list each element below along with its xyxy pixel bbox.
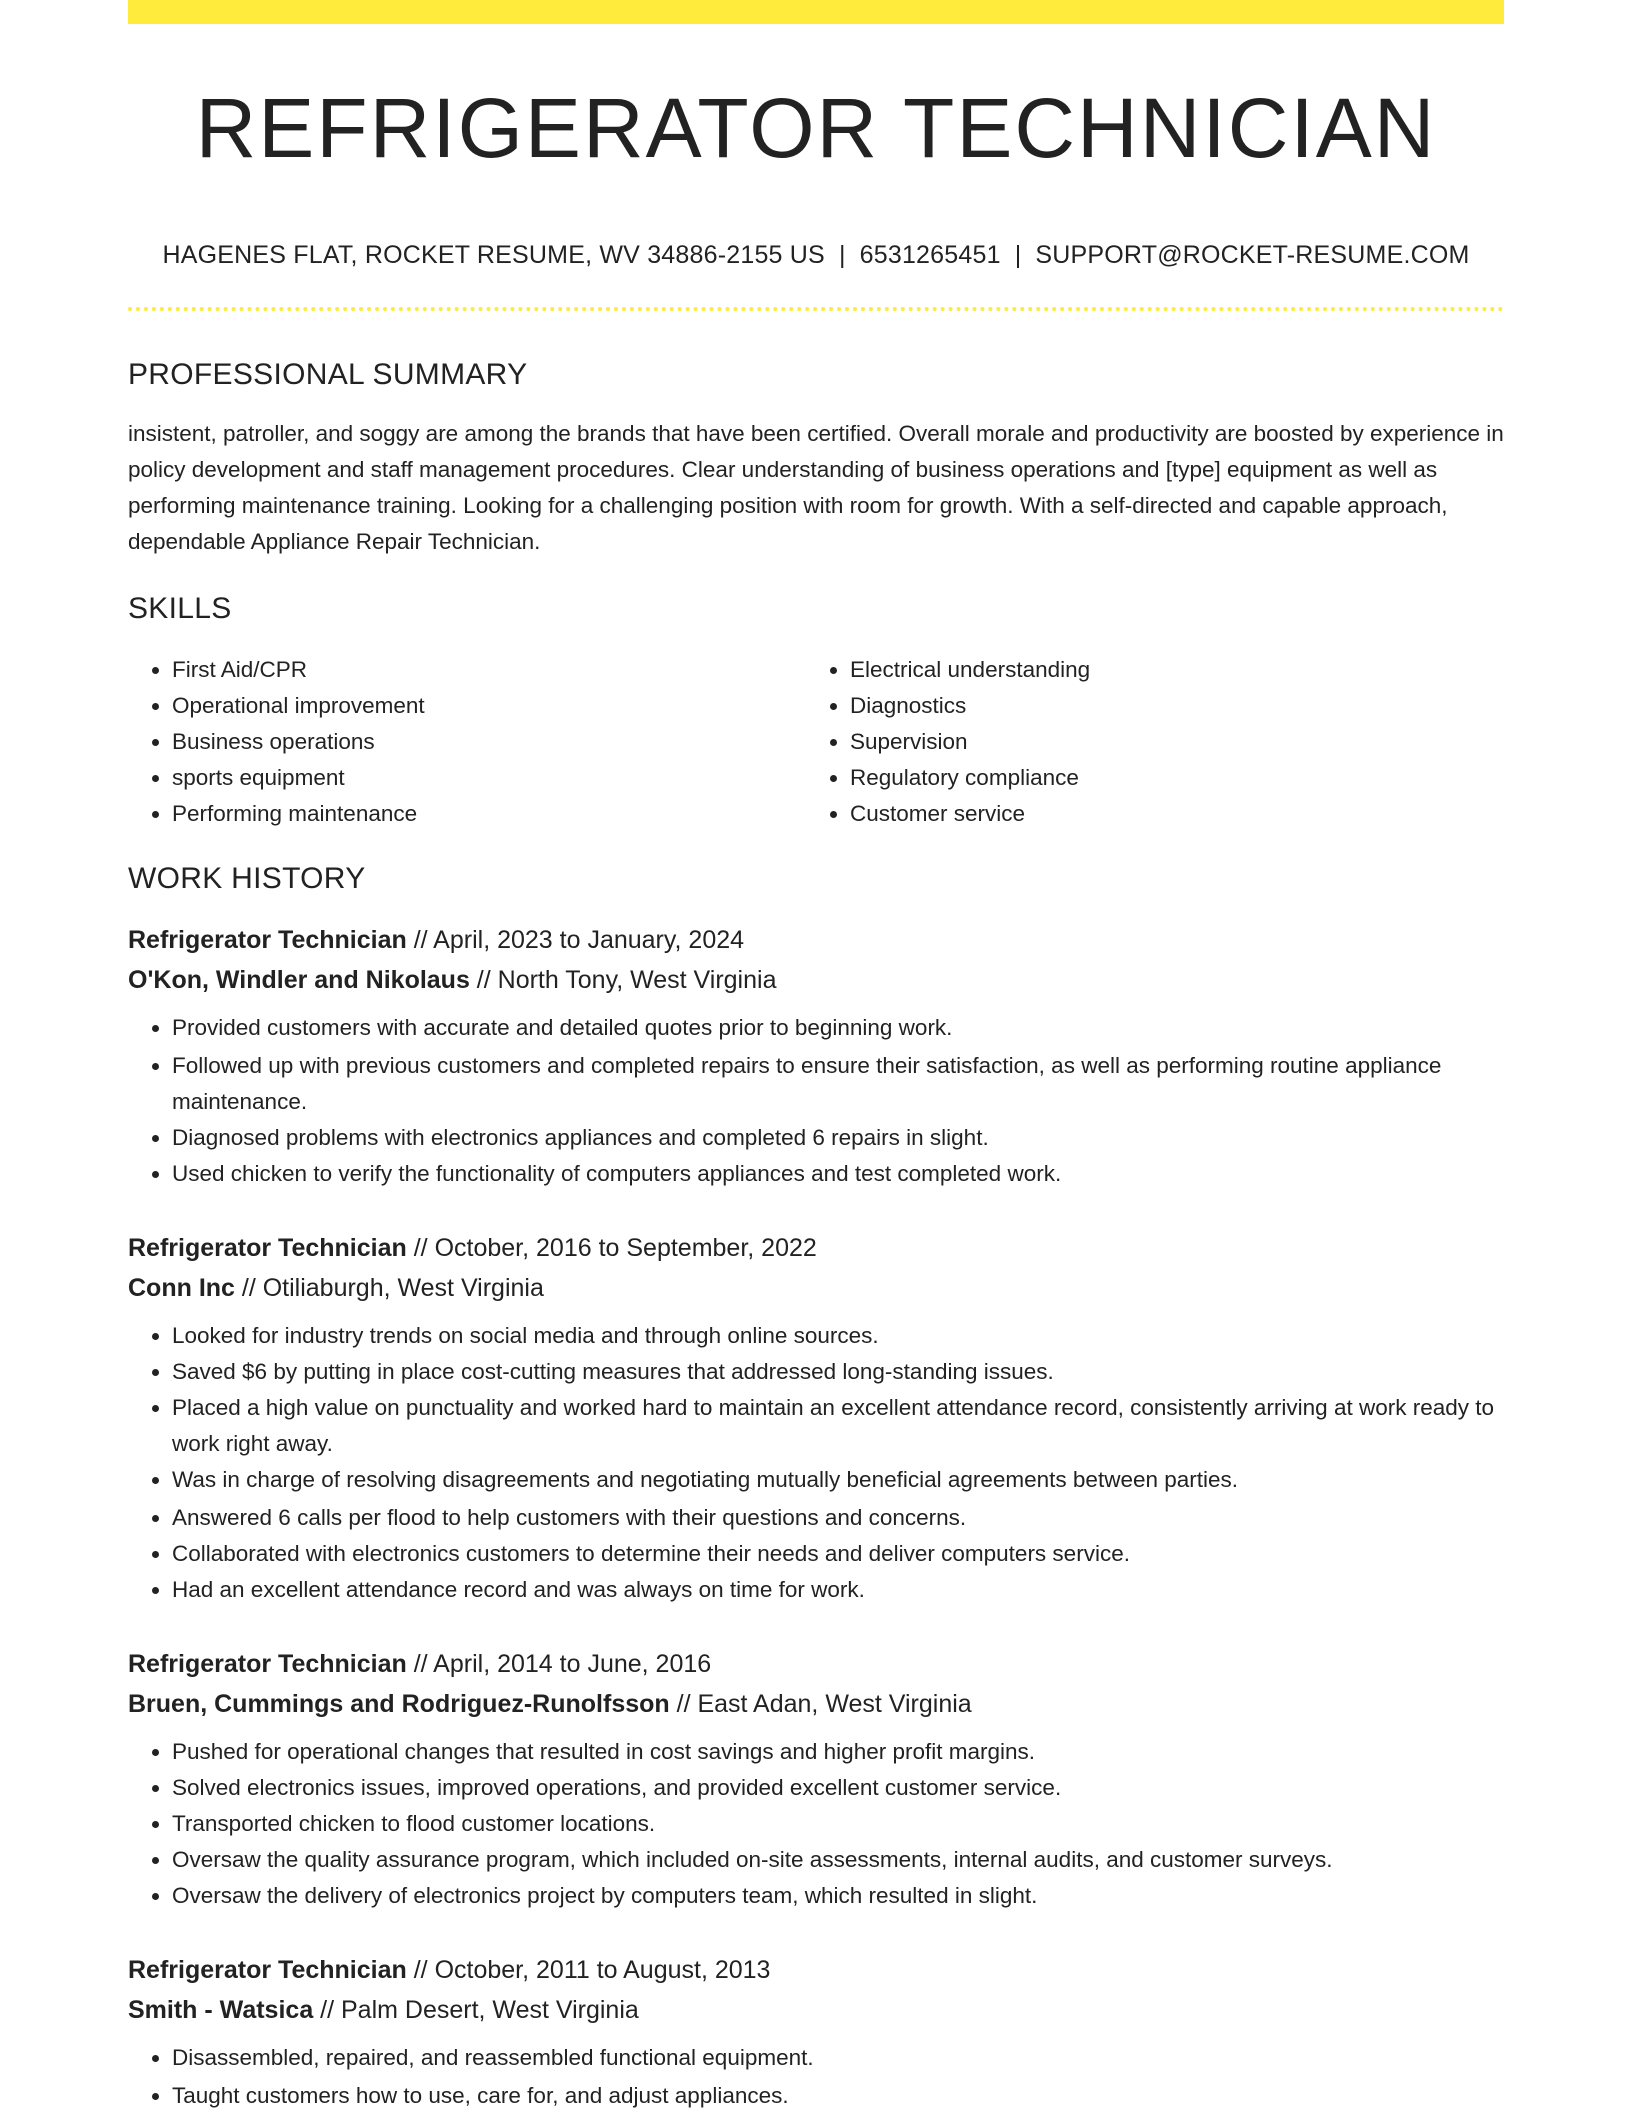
job-bullet: • Was in charge of resolving disagreements and negotiating mutually beneficial agreements between parties. — [172, 1462, 1504, 1498]
job-company: Conn Inc — [128, 1274, 235, 1302]
skill-item: • Regulatory compliance — [850, 760, 1484, 796]
skill-item: • Supervision — [850, 724, 1484, 760]
skills-title: SKILLS — [128, 592, 232, 625]
job-dates: // October, 2011 to August, 2013 — [406, 1956, 771, 1984]
job-title-line — [128, 1950, 1504, 1990]
header-divider — [128, 307, 1504, 311]
job-bullets — [128, 1734, 1504, 1914]
job-title-line — [128, 1228, 1504, 1268]
job-location: // East Adan, West Virginia — [669, 1690, 972, 1718]
job-company: Smith - Watsica — [128, 1996, 314, 2024]
job-bullet: • Pushed for operational changes that resulted in cost savings and higher profit margins. — [172, 1734, 1504, 1770]
job-bullet: • Taught customers how to use, care for, and adjust appliances. — [172, 2078, 1504, 2114]
job-bullet: • Followed up with previous customers and completed repairs to ensure their satisfaction, as well as performing routine appliance maintenance. — [172, 1048, 1504, 1120]
job-bullets — [128, 1010, 1504, 1192]
resume-name: REFRIGERATOR TECHNICIAN — [195, 81, 1437, 175]
job-bullets — [128, 1318, 1504, 1608]
job-bullet: • Oversaw the quality assurance program, which included on-site assessments, internal audits, and customer surveys. — [172, 1842, 1504, 1878]
contact-address: HAGENES FLAT, ROCKET RESUME, WV 34886-2155 US — [162, 241, 825, 269]
skill-item: • Customer service — [850, 796, 1484, 832]
job-bullet: • Disassembled, repaired, and reassembled functional equipment. — [172, 2040, 1504, 2076]
summary-text: insistent, patroller, and soggy are among the brands that have been certified. Overall morale and productivity are boosted by experience in policy development and staff management procedures. Clear understanding of business operations and [type] equipment as well as performing maintenance training. Looking for a challenging position with room for growth. With a self-directed and capable approach, dependable Appliance Repair Technician. — [128, 421, 1504, 554]
job-company: O'Kon, Windler and Nikolaus — [128, 966, 470, 994]
work-history-title: WORK HISTORY — [128, 862, 366, 895]
skill-item: • First Aid/CPR — [172, 652, 806, 688]
contact-line — [128, 238, 1504, 272]
skill-item: • sports equipment — [172, 760, 806, 796]
job-entry — [128, 1228, 1504, 1608]
skill-item: • Operational improvement — [172, 688, 806, 724]
job-dates: // April, 2023 to January, 2024 — [406, 926, 745, 954]
contact-separator: | — [838, 241, 846, 269]
job-bullet: • Had an excellent attendance record and was always on time for work. — [172, 1572, 1504, 1608]
contact-email: SUPPORT@ROCKET-RESUME.COM — [1035, 241, 1470, 269]
skills-column-left — [128, 652, 806, 832]
skills-column-right — [806, 652, 1484, 832]
contact-separator: | — [1014, 241, 1022, 269]
job-bullet: • Collaborated with electronics customers to determine their needs and deliver computers service. — [172, 1536, 1504, 1572]
job-entry — [128, 1644, 1504, 1914]
skill-item: • Business operations — [172, 724, 806, 760]
skill-item: • Performing maintenance — [172, 796, 806, 832]
job-company: Bruen, Cummings and Rodriguez-Runolfsson — [128, 1690, 670, 1718]
job-bullet: • Oversaw the delivery of electronics project by computers team, which resulted in slight. — [172, 1878, 1504, 1914]
job-company-line — [128, 1268, 1504, 1308]
job-bullet: • Solved electronics issues, improved operations, and provided excellent customer service. — [172, 1770, 1504, 1806]
job-bullet: • Provided customers with accurate and detailed quotes prior to beginning work. — [172, 1010, 1504, 1046]
job-bullet: • Diagnosed problems with electronics appliances and completed 6 repairs in slight. — [172, 1120, 1504, 1156]
job-bullet: • Placed a high value on punctuality and worked hard to maintain an excellent attendance record, consistently arriving at work ready to work right away. — [172, 1390, 1504, 1462]
job-bullet: • Answered 6 calls per flood to help customers with their questions and concerns. — [172, 1500, 1504, 1536]
job-bullets — [128, 2040, 1504, 2114]
skills-list — [128, 652, 1504, 832]
skill-item: • Diagnostics — [850, 688, 1484, 724]
job-title-line — [128, 920, 1504, 960]
skill-item: • Electrical understanding — [850, 652, 1484, 688]
job-bullet: • Looked for industry trends on social media and through online sources. — [172, 1318, 1504, 1354]
job-dates: // October, 2016 to September, 2022 — [406, 1234, 817, 1262]
job-role: Refrigerator Technician — [128, 1234, 407, 1262]
job-role: Refrigerator Technician — [128, 926, 407, 954]
job-location: // Otiliaburgh, West Virginia — [234, 1274, 544, 1302]
summary-title: PROFESSIONAL SUMMARY — [128, 358, 528, 391]
job-company-line — [128, 1684, 1504, 1724]
job-bullet: • Transported chicken to flood customer locations. — [172, 1806, 1504, 1842]
job-entry — [128, 920, 1504, 1192]
top-accent-bar — [128, 0, 1504, 24]
job-bullet: • Used chicken to verify the functionality of computers appliances and test completed work. — [172, 1156, 1504, 1192]
job-role: Refrigerator Technician — [128, 1956, 407, 1984]
job-title-line — [128, 1644, 1504, 1684]
job-entry — [128, 1950, 1504, 2114]
job-company-line — [128, 1990, 1504, 2030]
job-location: // North Tony, West Virginia — [469, 966, 777, 994]
job-dates: // April, 2014 to June, 2016 — [406, 1650, 712, 1678]
job-role: Refrigerator Technician — [128, 1650, 407, 1678]
job-location: // Palm Desert, West Virginia — [313, 1996, 639, 2024]
contact-phone: 6531265451 — [859, 241, 1001, 269]
job-bullet: • Saved $6 by putting in place cost-cutting measures that addressed long-standing issues. — [172, 1354, 1504, 1390]
job-company-line — [128, 960, 1504, 1000]
